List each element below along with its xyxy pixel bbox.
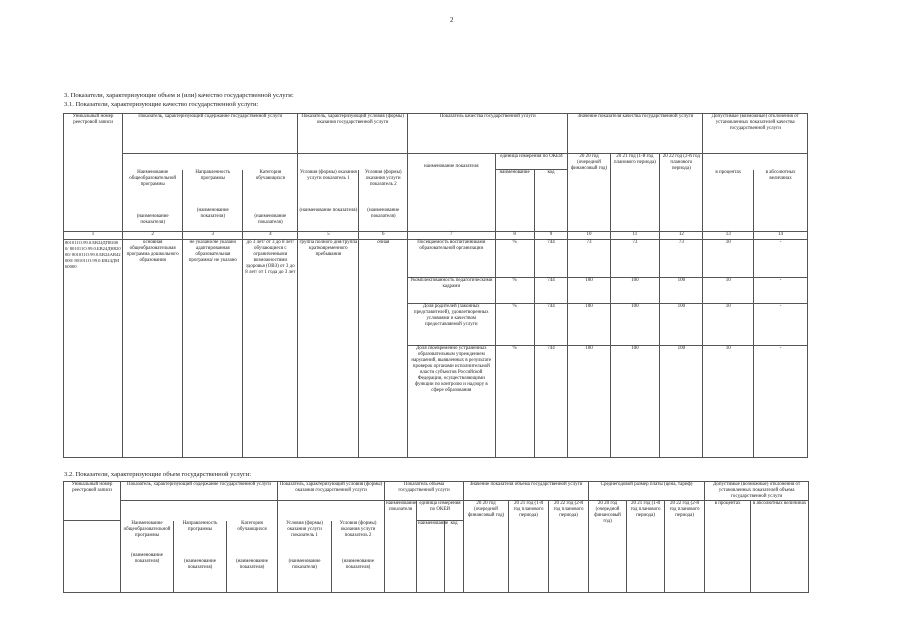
value-y2: 73: [610, 240, 660, 278]
volume-unit-name: наименование: [417, 521, 445, 593]
conditions-header: Показатель, характеризующий условия (формы) оказания государственной услуги: [278, 482, 385, 501]
col-num: 6: [359, 232, 408, 240]
col-num: 12: [660, 232, 703, 240]
value-y2: 100: [610, 278, 660, 304]
direction-cell: не указано/не указано адаптированная образовательная программа/ не указано: [183, 240, 243, 458]
unit-code: 744: [534, 304, 568, 346]
category-subheader: Категория обучающихся (наименование показателя): [227, 521, 278, 593]
mode-subheader: Условия (формы) оказания услуги показатель 2 (наименование показателя): [359, 170, 408, 232]
col-num: 8: [495, 232, 534, 240]
deviation-header: Допустимые (возможные) отклонения от установленных показателей качества государственной услуги: [703, 114, 808, 154]
price-y1-header: 20 20 год (очередной финансовый год): [589, 501, 627, 593]
volume-unit-code: код: [445, 521, 464, 593]
conditions-header: Показатель, характеризующий условия (формы) оказания государственной услуги: [298, 114, 408, 154]
indicator-name: Доля родителей (законных представителей), удовлетворенных условиями и качеством предоставляемой услуги: [408, 304, 496, 346]
col-num: 9: [534, 232, 568, 240]
volume-unit-header: единица измерения по ОКЕИ: [417, 501, 464, 521]
deviation-pct: 10: [703, 304, 754, 346]
volume-name-header: наименование показателя: [385, 501, 417, 593]
value-y3-header: 20 22 год (2-й год планового периода): [549, 501, 589, 593]
form-cell: группа полного дня/группа кратковременного пребывания: [298, 240, 359, 458]
value-y3: 73: [660, 240, 703, 278]
value-y1: 73: [568, 240, 610, 278]
quality-header: Показатель качества государственной услуги: [408, 114, 568, 154]
program-cell: основная общеобразовательная программа дошкольного образования: [123, 240, 183, 458]
col-num: 14: [754, 232, 808, 240]
form-subheader: Условия (формы) оказания услуги показатель 1 (наименование показателя): [298, 170, 359, 232]
form-subheader: Условия (формы) оказания услуги показатель 1 (наименование показателя): [278, 521, 332, 593]
program-subheader: Наименование общеобразовательной программы (наименование показателя): [123, 170, 183, 232]
deviation-abs: -: [754, 304, 808, 346]
unit-name: %: [495, 240, 534, 278]
col-num: 11: [610, 232, 660, 240]
value-header: Значение показателя объема государственной услуги: [464, 482, 589, 501]
volume-indicators-table: [63, 481, 809, 593]
indicator-name: Посещаемость воспитанниками образовательной организации: [408, 240, 496, 278]
col-num: 7: [408, 232, 496, 240]
abs-subheader: в абсолютных величинах: [754, 170, 808, 232]
price-y2-header: 20 21 год (1-й год планового периода): [627, 501, 665, 593]
program-subheader: Наименование общеобразовательной программы (наименование показателя): [121, 521, 174, 593]
value-y1: 100: [568, 346, 610, 458]
unit-code-subheader: код: [534, 170, 568, 232]
content-header: Показатель, характеризующий содержание государственной услуги: [121, 482, 278, 501]
value-y3: 100: [660, 278, 703, 304]
deviation-abs: -: [754, 278, 808, 304]
year1-header: 20 20 год (очередной финансовый год): [568, 154, 610, 232]
deviation-pct: 10: [703, 346, 754, 458]
section-3-title: 3. Показатели, характеризующие объем и (или) качество государственной услуги:: [64, 92, 294, 99]
volume-header: Показатель объема государственной услуги: [385, 482, 464, 501]
col-num: 4: [243, 232, 298, 240]
unit-code: 744: [534, 278, 568, 304]
unit-name: %: [495, 278, 534, 304]
abs-header: в абсолютных величинах: [751, 501, 809, 593]
col-num: 2: [123, 232, 183, 240]
mode-cell: очная: [359, 240, 408, 458]
price-y3-header: 20 22 год (2-й год планового периода): [665, 501, 705, 593]
registry-cell: 801011О.99.0.БВ24ДП02000/ 801011О.99.0.БВ24ДН82000/ 801011О.99.0.БВ24АВ42000/ 801011О.99.0.БВ24ДМ60000: [64, 240, 123, 458]
year3-header: 20 22 год (2-й год планового периода): [660, 154, 703, 232]
deviation-abs: -: [754, 346, 808, 458]
unit-code: 744: [534, 240, 568, 278]
unit-header: единица измерения по ОКЕИ: [495, 154, 568, 170]
col-num: 3: [183, 232, 243, 240]
indicator-name: Укомплектованность педагогическими кадрами: [408, 278, 496, 304]
year2-header: 20 21 год (1-й год планового периода): [610, 154, 660, 232]
value-y1-header: 20 20 год (очередной финансовый год): [464, 501, 509, 593]
registry-header: Уникальный номер реестровой записи: [64, 482, 121, 521]
price-header: Среднегодовой размер платы (цена, тариф): [589, 482, 705, 501]
pct-subheader: в процентах: [703, 170, 754, 232]
deviation-abs: -: [754, 240, 808, 278]
indicator-name: Доля своевременно устраненных образовательным учреждением нарушений, выявленных в результате проверок органами исполнительной власти субъектов Российской Федерации, осуществляющими функции по контролю и надзору в сфере образования: [408, 346, 496, 458]
deviation-pct: 10: [703, 240, 754, 278]
unit-code: 744: [534, 346, 568, 458]
deviation-header: Допустимые (возможные) отклонения от установленных показателей объема государственной услуги: [705, 482, 809, 501]
page-number: 2: [450, 16, 454, 24]
value-y1: 100: [568, 304, 610, 346]
category-subheader: Категория обучающихся (наименование показателя): [243, 170, 298, 232]
col-num: 5: [298, 232, 359, 240]
section-3-1-title: 3.1. Показатели, характеризующие качество государственной услуги:: [64, 101, 259, 108]
col-num: 13: [703, 232, 754, 240]
category-cell: до 3 лет/ от 3 до 8 лет/ обучающиеся с ограниченными возможностями здоровья (ОВЗ) от 3 до 8 лет/ от 1 года до 3 лет: [243, 240, 298, 458]
content-header: Показатель, характеризующий содержание государственной услуги: [123, 114, 298, 154]
value-y2: 100: [610, 304, 660, 346]
value-y2-header: 20 21 год (1-й год планового периода): [509, 501, 549, 593]
direction-subheader: Направленность программы (наименование показателя): [183, 170, 243, 232]
value-y3: 100: [660, 346, 703, 458]
quality-indicators-table: [63, 113, 808, 458]
registry-header: Уникальный номер реестровой записи: [64, 114, 123, 232]
indicator-name-header: наименование показателя: [408, 154, 496, 170]
value-y2: 100: [610, 346, 660, 458]
unit-name: %: [495, 346, 534, 458]
value-header: Значение показателя качества государственной услуги: [568, 114, 703, 154]
col-num: 10: [568, 232, 610, 240]
direction-subheader: Направленность программы (наименование показателя): [174, 521, 227, 593]
section-3-2-title: 3.2. Показатели, характеризующие объем государственной услуги:: [64, 471, 252, 478]
deviation-pct: 10: [703, 278, 754, 304]
mode-subheader: Условия (формы) оказания услуги показатель 2 (наименование показателя): [332, 521, 385, 593]
value-y3: 100: [660, 304, 703, 346]
pct-header: в процентах: [705, 501, 751, 593]
unit-name: %: [495, 304, 534, 346]
col-num: 1: [64, 232, 123, 240]
unit-name-subheader: наименование: [495, 170, 534, 232]
value-y1: 100: [568, 278, 610, 304]
